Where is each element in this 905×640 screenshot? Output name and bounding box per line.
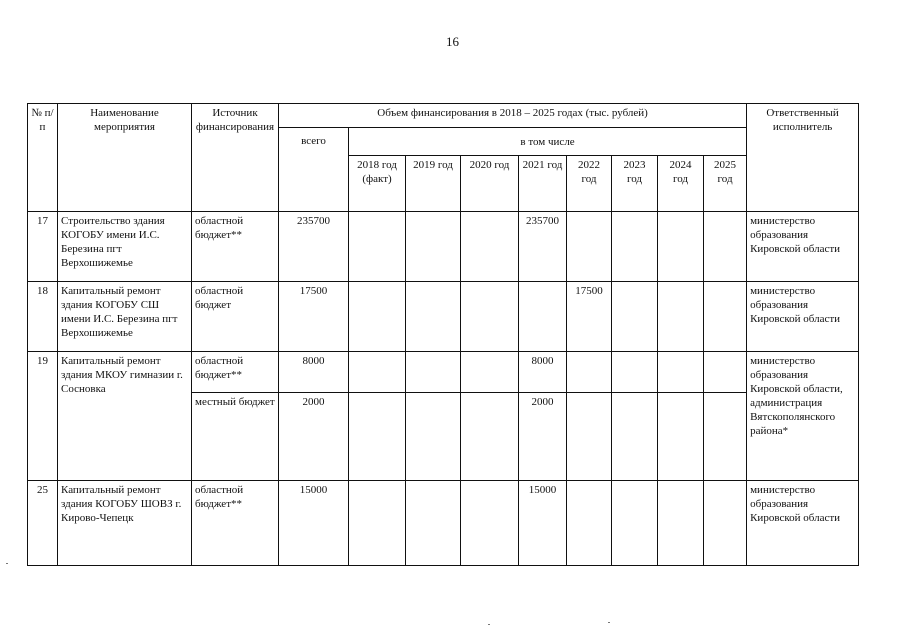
header-num: № п/п bbox=[28, 104, 58, 212]
header-year-2019: 2019 год bbox=[406, 156, 461, 212]
cell-2023 bbox=[612, 393, 658, 481]
header-funding: Объем финансирования в 2018 – 2025 годах (тыс. рублей) bbox=[279, 104, 747, 128]
header-including: в том числе bbox=[349, 128, 747, 156]
cell-2021: 2000 bbox=[519, 393, 567, 481]
cell-2018 bbox=[349, 481, 406, 566]
row-responsible: министерство образования Кировской области bbox=[747, 282, 859, 352]
cell-2022 bbox=[567, 393, 612, 481]
header-year-2018: 2018 год (факт) bbox=[349, 156, 406, 212]
row-name: Капитальный ремонт здания КОГОБУ ШОВЗ г. Кирово-Чепецк bbox=[58, 481, 192, 566]
header-total: всего bbox=[279, 128, 349, 212]
header-responsible: Ответственный исполнитель bbox=[747, 104, 859, 212]
row-source: областной бюджет** bbox=[192, 212, 279, 282]
cell-2018 bbox=[349, 393, 406, 481]
row-source: местный бюджет bbox=[192, 393, 279, 481]
header-name: Наименование мероприятия bbox=[58, 104, 192, 212]
cell-2019 bbox=[406, 481, 461, 566]
cell-2024 bbox=[658, 212, 704, 282]
row-total: 17500 bbox=[279, 282, 349, 352]
table-row bbox=[28, 352, 859, 393]
cell-2020 bbox=[461, 282, 519, 352]
cell-2020 bbox=[461, 393, 519, 481]
cell-2021: 15000 bbox=[519, 481, 567, 566]
scan-speck bbox=[488, 624, 490, 625]
scan-speck bbox=[608, 622, 610, 623]
table-row bbox=[28, 282, 859, 352]
cell-2025 bbox=[704, 352, 747, 393]
header-source: Источник финансирования bbox=[192, 104, 279, 212]
row-responsible: министерство образования Кировской области, администрация Вятскополянского района* bbox=[747, 352, 859, 481]
page-number: 16 bbox=[446, 34, 459, 49]
header-year-2023: 2023 год bbox=[612, 156, 658, 212]
financing-table bbox=[27, 103, 859, 566]
cell-2019 bbox=[406, 212, 461, 282]
header-year-2025: 2025 год bbox=[704, 156, 747, 212]
row-responsible: министерство образования Кировской области bbox=[747, 212, 859, 282]
cell-2020 bbox=[461, 352, 519, 393]
header-year-2022: 2022 год bbox=[567, 156, 612, 212]
cell-2023 bbox=[612, 212, 658, 282]
cell-2021: 235700 bbox=[519, 212, 567, 282]
row-num: 18 bbox=[28, 282, 58, 352]
header-year-2021: 2021 год bbox=[519, 156, 567, 212]
cell-2018 bbox=[349, 352, 406, 393]
cell-2019 bbox=[406, 393, 461, 481]
row-num: 17 bbox=[28, 212, 58, 282]
row-name: Капитальный ремонт здания КОГОБУ СШ имени И.С. Березина пгт Верхошижемье bbox=[58, 282, 192, 352]
row-total: 8000 bbox=[279, 352, 349, 393]
row-total: 235700 bbox=[279, 212, 349, 282]
row-name: Капитальный ремонт здания МКОУ гимназии г. Сосновка bbox=[58, 352, 192, 481]
row-name: Строительство здания КОГОБУ имени И.С. Березина пгт Верхошижемье bbox=[58, 212, 192, 282]
table-row bbox=[28, 481, 859, 566]
cell-2023 bbox=[612, 481, 658, 566]
table-row bbox=[28, 212, 859, 282]
cell-2024 bbox=[658, 282, 704, 352]
row-source: областной бюджет bbox=[192, 282, 279, 352]
row-num: 19 bbox=[28, 352, 58, 481]
cell-2022 bbox=[567, 212, 612, 282]
cell-2022 bbox=[567, 481, 612, 566]
cell-2024 bbox=[658, 481, 704, 566]
cell-2020 bbox=[461, 212, 519, 282]
row-source: областной бюджет** bbox=[192, 352, 279, 393]
header-year-2020: 2020 год bbox=[461, 156, 519, 212]
cell-2021 bbox=[519, 282, 567, 352]
row-source: областной бюджет** bbox=[192, 481, 279, 566]
scan-speck bbox=[6, 563, 8, 564]
cell-2019 bbox=[406, 352, 461, 393]
cell-2025 bbox=[704, 282, 747, 352]
cell-2020 bbox=[461, 481, 519, 566]
cell-2024 bbox=[658, 393, 704, 481]
cell-2019 bbox=[406, 282, 461, 352]
row-responsible: министерство образования Кировской области bbox=[747, 481, 859, 566]
cell-2025 bbox=[704, 212, 747, 282]
cell-2022: 17500 bbox=[567, 282, 612, 352]
header-year-2024: 2024 год bbox=[658, 156, 704, 212]
cell-2018 bbox=[349, 282, 406, 352]
cell-2021: 8000 bbox=[519, 352, 567, 393]
cell-2025 bbox=[704, 481, 747, 566]
cell-2023 bbox=[612, 352, 658, 393]
row-total: 2000 bbox=[279, 393, 349, 481]
row-total: 15000 bbox=[279, 481, 349, 566]
cell-2018 bbox=[349, 212, 406, 282]
cell-2022 bbox=[567, 352, 612, 393]
cell-2023 bbox=[612, 282, 658, 352]
cell-2025 bbox=[704, 393, 747, 481]
row-num: 25 bbox=[28, 481, 58, 566]
cell-2024 bbox=[658, 352, 704, 393]
